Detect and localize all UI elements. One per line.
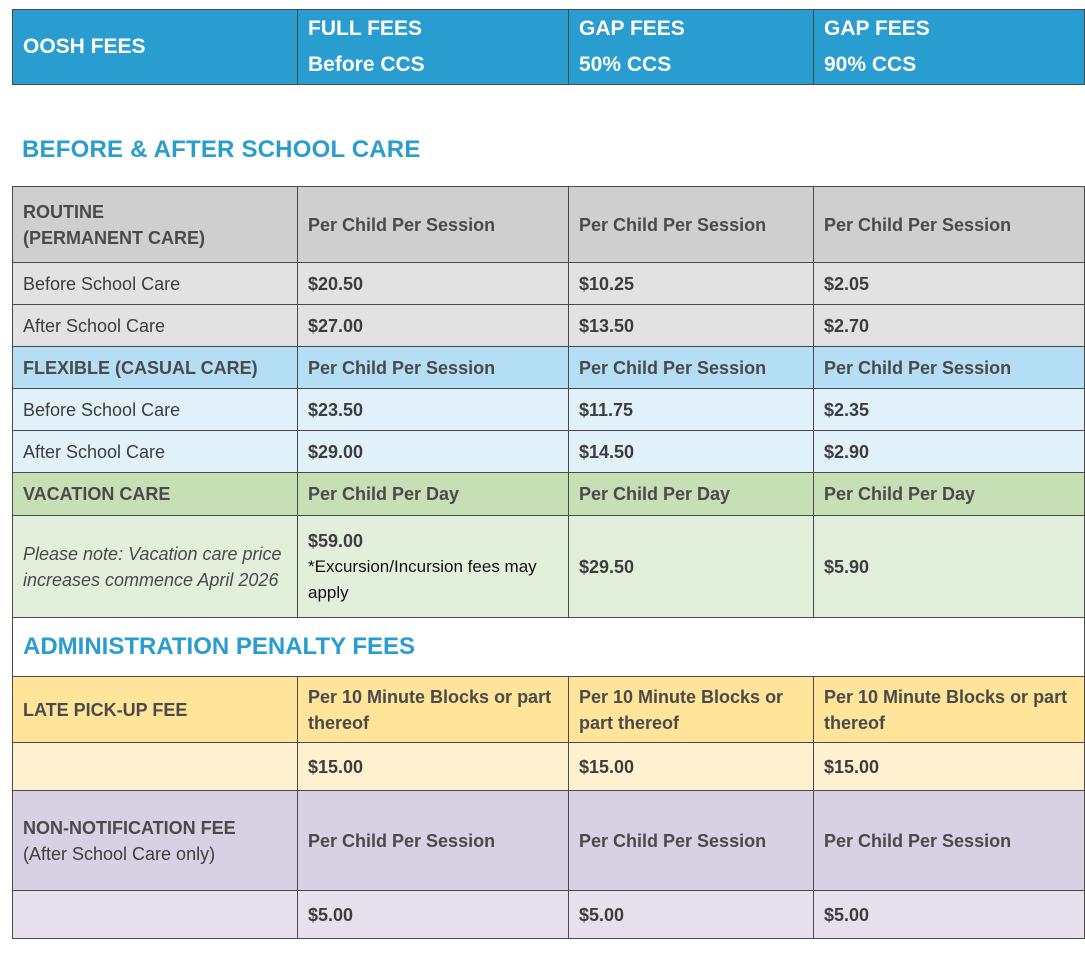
nonnotification-unit-full: Per Child Per Session [298, 791, 569, 891]
fee-value: $20.50 [298, 263, 569, 305]
fee-value: $15.00 [569, 743, 814, 791]
nonnotification-unit-90: Per Child Per Session [814, 791, 1085, 891]
vacation-unit-full: Per Child Per Day [298, 473, 569, 516]
table-row [13, 389, 1085, 431]
nonnotification-values-row [13, 891, 1085, 939]
header-gap-90: GAP FEES 90% CCS [814, 10, 1085, 85]
row-label: Before School Care [13, 263, 298, 305]
fee-value: $2.70 [814, 305, 1085, 347]
late-unit-50: Per 10 Minute Blocks or part thereof [569, 677, 814, 743]
routine-unit-50: Per Child Per Session [569, 187, 814, 263]
fees-header-table [12, 9, 1085, 85]
row-label: After School Care [13, 431, 298, 473]
empty-cell [13, 743, 298, 791]
fee-value: $14.50 [569, 431, 814, 473]
header-gap-50: GAP FEES 50% CCS [569, 10, 814, 85]
fee-value: $5.00 [569, 891, 814, 939]
section-title-before-after: BEFORE & AFTER SCHOOL CARE [22, 136, 421, 163]
vacation-unit-50: Per Child Per Day [569, 473, 814, 516]
fee-value: $2.05 [814, 263, 1085, 305]
table-row [13, 431, 1085, 473]
header-full-fees: FULL FEES Before CCS [298, 10, 569, 85]
late-label: LATE PICK-UP FEE [13, 677, 298, 743]
flexible-unit-full: Per Child Per Session [298, 347, 569, 389]
routine-unit-full: Per Child Per Session [298, 187, 569, 263]
nonnotification-label: NON-NOTIFICATION FEE (After School Care only) [13, 791, 298, 891]
fee-value: $5.00 [298, 891, 569, 939]
row-label: Before School Care [13, 389, 298, 431]
vacation-header-row [13, 473, 1085, 516]
fee-value: $2.35 [814, 389, 1085, 431]
fee-value: $29.50 [569, 516, 814, 618]
section-title-admin: ADMINISTRATION PENALTY FEES [13, 618, 1085, 677]
late-values-row [13, 743, 1085, 791]
fee-value: $5.00 [814, 891, 1085, 939]
late-header-row [13, 677, 1085, 743]
fee-value: $10.25 [569, 263, 814, 305]
excursion-note: *Excursion/Incursion fees may apply [308, 556, 537, 602]
fee-value: $27.00 [298, 305, 569, 347]
fee-value: $11.75 [569, 389, 814, 431]
late-unit-90: Per 10 Minute Blocks or part thereof [814, 677, 1085, 743]
vacation-note: Please note: Vacation care price increases commence April 2026 [13, 516, 298, 618]
late-unit-full: Per 10 Minute Blocks or part thereof [298, 677, 569, 743]
flexible-unit-50: Per Child Per Session [569, 347, 814, 389]
admin-title-row [13, 618, 1085, 677]
empty-cell [13, 891, 298, 939]
routine-unit-90: Per Child Per Session [814, 187, 1085, 263]
fee-value: $15.00 [298, 743, 569, 791]
vacation-label: VACATION CARE [13, 473, 298, 516]
routine-header-row [13, 187, 1085, 263]
vacation-full-fee: $59.00 *Excursion/Incursion fees may apply [298, 516, 569, 618]
routine-label: ROUTINE (PERMANENT CARE) [13, 187, 298, 263]
flexible-header-row [13, 347, 1085, 389]
fee-value: $15.00 [814, 743, 1085, 791]
fee-value: $13.50 [569, 305, 814, 347]
header-oosh-fees: OOSH FEES [13, 10, 298, 85]
fee-value: $23.50 [298, 389, 569, 431]
row-label: After School Care [13, 305, 298, 347]
fee-value: $2.90 [814, 431, 1085, 473]
table-row [13, 263, 1085, 305]
fees-table [12, 186, 1085, 939]
flexible-unit-90: Per Child Per Session [814, 347, 1085, 389]
table-row [13, 305, 1085, 347]
vacation-row [13, 516, 1085, 618]
fee-value: $5.90 [814, 516, 1085, 618]
vacation-unit-90: Per Child Per Day [814, 473, 1085, 516]
nonnotification-header-row [13, 791, 1085, 891]
fee-value: $29.00 [298, 431, 569, 473]
flexible-label: FLEXIBLE (CASUAL CARE) [13, 347, 298, 389]
nonnotification-unit-50: Per Child Per Session [569, 791, 814, 891]
